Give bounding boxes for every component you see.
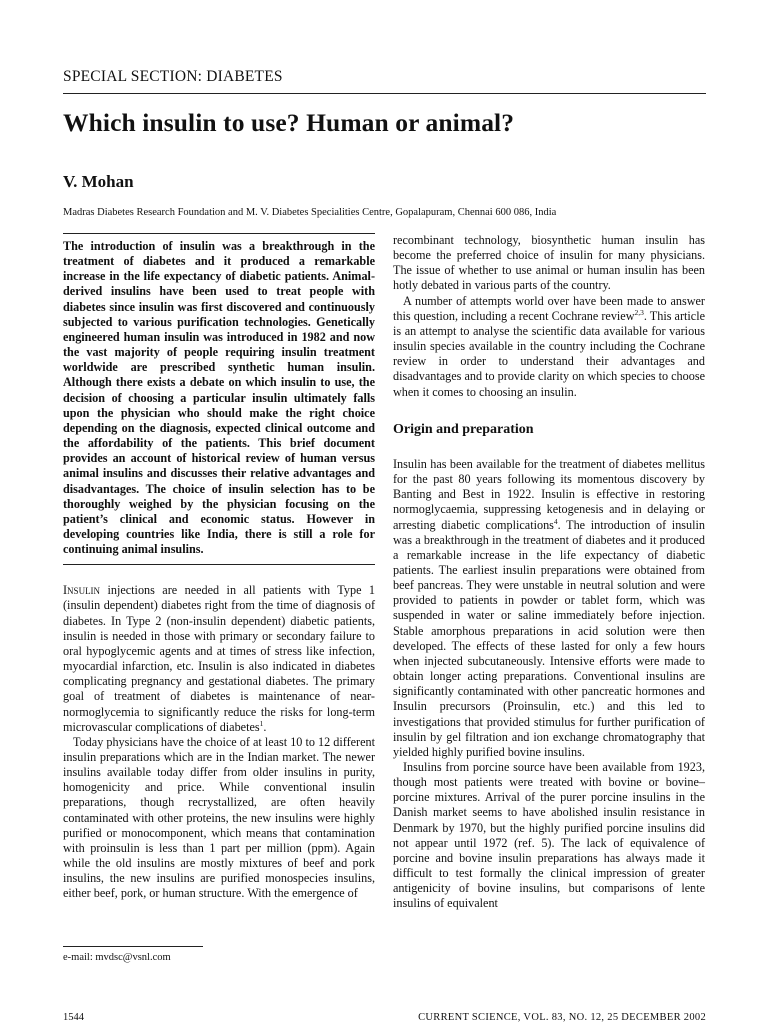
footnote-email: e-mail: mvdsc@vsnl.com [63,952,171,963]
section-label: SPECIAL SECTION: DIABETES [63,68,283,85]
citation-ref: 1 [259,718,264,728]
body-paragraph: Insulins from porcine source have been available from 1923, though most patients were treated with bovine or bovine–porcine mixtures. Arrival of the purer porcine insulins in the Danish market seems to have abolished insulin resistance in Denmark by 1970, but the highly purified porcine insulins did not appear until 1972 (ref. 5). The lack of equivalence of porcine and bovine insulin preparations has always made it difficult to test formally the clinical impression of greater antigenicity of bovine insulins, but comparisons of lente insulins of equivalent [393,760,705,911]
header-rule [63,93,706,94]
right-column [393,233,705,912]
body-paragraph: A number of attempts world over have been made to answer this question, including a recent Cochrane review$^{2,3}$. This article is an attempt to analyse the scientific data available for various insulin species available in the country including the Cochrane review in order to understand their advantages and disadvantages and to provide clarity on which species to choose when it comes to choosing an insulin. [393,293,705,399]
citation-ref: 2,3 [634,307,644,317]
journal-citation: CURRENT SCIENCE, VOL. 83, NO. 12, 25 DECEMBER 2002 [418,1012,706,1023]
body-paragraph: recombinant technology, biosynthetic human insulin has become the preferred choice of insulin for many physicians. The issue of whether to use animal or human insulin has been hotly debated in various parts of the country. [393,233,705,293]
abstract-text: The introduction of insulin was a breakthrough in the treatment of diabetes and it produced a remarkable increase in the life expectancy of diabetic patients. Animal-derived insulins have been used to treat people with diabetes since insulin was first discovered and continuously subjected to various purification technologies. Genetically engineered human insulin was introduced in 1982 and now the vast majority of people requiring insulin treatment worldwide are prescribed synthetic human insulin. Although there exists a debate on which insulin to use, the decision of choosing a particular insulin ultimately falls upon the physician who should make the right choice depending on the diagnosis, expected clinical outcome and the affordability of the patients. This brief document provides an account of historical review of human versus animal insulins and discusses their relative advantages and disadvantages. The choice of insulin selection has to be thoroughly weighed by the physician focusing on the patient’s clinical and economic status. However in developing countries like India, there is still a role for continuing animal insulins. [63,239,375,557]
intro-paragraph: Insulin injections are needed in all patients with Type 1 (insulin dependent) diabetes right from the time of diagnosis of diabetes. In Type 2 (non-insulin dependent) diabetic patients, insulin is needed in those with primary or secondary failure to oral hypoglycemic agents and at times of stress like infection, myocardial infarction, etc. Insulin is also indicated in diabetes complicating pregnancy and gestational diabetes. The primary goal of treatment of diabetes is maintenance of near-normoglycemia to significantly reduce the risks for long-term microvascular complications of diabetes$^1$. [63,583,375,734]
body-paragraph: Today physicians have the choice of at least 10 to 12 different insulin preparations which are in the Indian market. The newer insulins available today differ from older insulins in purity, homogenicity and price. While conventional insulin preparations, though recrystallized, are often heavily contaminated with other proteins, the new insulins were highly purified or monocomponent, which means that contamination with proinsulin is less than 1 part per million (ppm). Again while the old insulins are mostly mixtures of beef and pork insulins, the new insulins are purified monospecies insulins, either beef, pork, or human structure. With the emergence of [63,734,375,901]
left-column [63,233,375,902]
article-title: Which insulin to use? Human or animal? [63,108,515,137]
lead-word: Insulin [63,583,101,598]
author-name: V. Mohan [63,172,134,191]
page-number: 1544 [63,1012,84,1023]
footnote-rule [63,946,203,947]
abstract-box [63,233,375,565]
citation-ref: 4 [553,516,558,526]
body-paragraph: Insulin has been available for the treatment of diabetes mellitus for the past 80 years following its momentous discovery by Banting and Best in 1922. Insulin is effective in restoring normoglycaemia, suppressing ketogenesis and in delaying or arresting diabetic complications$^4$. The introduction of insulin was a breakthrough in the treatment of diabetes and it produced a remarkable increase in the life expectancy of diabetic patients. The earliest insulin preparations were obtained from beef pancreas. They were unstable in neutral solution and were provided to patients in powder or tablet form, which was suspended in water or saline immediately before injection. Stable amorphous preparations in acid solution were then developed. The effects of these lasted for only a few hours when injected subcutaneously. Intensive efforts were made to obtain longer acting preparations. Conventional insulins are significantly contaminated with other pancreatic hormones and Insulin precursors (Proinsulin, etc.) and this led to investigations that provided stimulus for further purification of insulin by gel filtration and ion exchange chromatography that yielded highly purified bovine insulins. [393,456,705,759]
author-affiliation: Madras Diabetes Research Foundation and M. V. Diabetes Specialities Centre, Gopalapuram, Chennai 600 086, India [63,207,557,218]
section-heading: Origin and preparation [393,421,534,437]
